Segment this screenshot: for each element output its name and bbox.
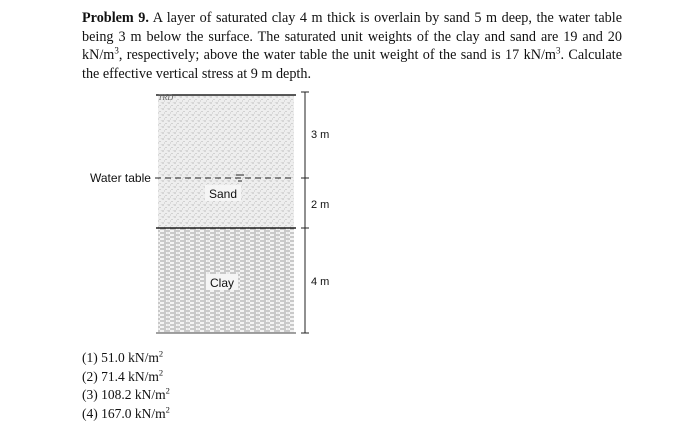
clay-label: Clay	[209, 276, 235, 290]
problem-heading: Problem 9.	[82, 10, 149, 26]
option-4: (4) 167.0 $kN/m^2$	[82, 404, 170, 421]
dimension-2m: 2 m	[311, 199, 330, 211]
option-1: (1) 51.0 $kN/m^2$	[82, 348, 164, 365]
answer-options	[82, 349, 170, 423]
dimension-4m: 4 m	[311, 276, 330, 288]
sand-label: Sand	[208, 187, 238, 201]
dimension-3m: 3 m	[311, 129, 330, 141]
option-3: (3) 108.2 $kN/m^2$	[82, 385, 170, 402]
option-2: (2) 71.4 $kN/m^2$	[82, 367, 164, 384]
problem-text-3: . Calculate the effective vertical stress at 9 m depth.	[82, 47, 622, 82]
problem-text-2: , respectively; above the water table the unit weight of the sand is 17 kN/m	[118, 47, 556, 64]
superscript-2: 3	[555, 45, 561, 56]
superscript-1: 3	[114, 45, 119, 56]
sand-layer	[158, 95, 294, 228]
problem-text-1: A layer of saturated clay 4 m thick is overlain by sand 5 m deep, the water table being 3 m below the surface. The saturated unit weights of the clay and sand are 19 and 20 kN/m	[82, 10, 622, 64]
ground-surface-symbol: TRD	[158, 93, 174, 102]
water-table-label: Water table	[90, 171, 151, 185]
